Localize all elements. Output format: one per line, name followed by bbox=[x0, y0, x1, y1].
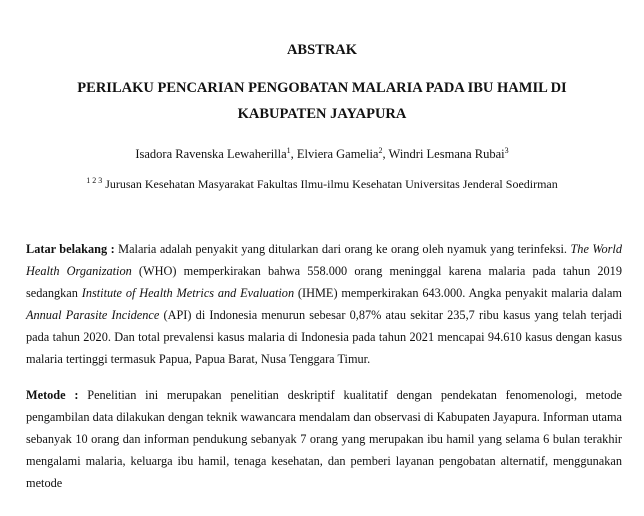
method-text: Penelitian ini merupakan penelitian deskriptif kualitatif dengan pendekatan fenomenologi, metode pengambilan data dilakukan dengan teknik wawancara mendalam dan observasi di Kabupaten Jayapura. Informan utama sebanyak 10 orang dan informan pendukung sebanyak 7 orang yang merupakan ibu hamil yang selama 6 bulan terakhir mengalami malaria, keluarga ibu hamil, tenaga kesehatan, dan pemberi layanan pengobatan alternatif, menggunakan metode bbox=[26, 388, 622, 490]
background-label: Latar belakang : bbox=[26, 242, 115, 256]
background-italic-2: Institute of Health Metrics and Evaluation bbox=[81, 286, 295, 300]
section-heading: ABSTRAK bbox=[286, 42, 358, 58]
affiliation-marks: 1 2 3 bbox=[86, 176, 103, 185]
background-text-3: (IHME) memperkirakan 643.000. Angka penyakit malaria dalam bbox=[294, 286, 622, 300]
background-paragraph bbox=[26, 238, 622, 370]
method-paragraph bbox=[26, 384, 622, 494]
author-name: Isadora Ravenska Lewaherilla bbox=[135, 147, 287, 161]
author-separator: , bbox=[382, 147, 389, 161]
author-name: Elviera Gamelia bbox=[296, 147, 379, 161]
paper-title-line-2: KABUPATEN JAYAPURA bbox=[237, 106, 407, 122]
background-italic-3: Annual Parasite Incidence bbox=[26, 308, 160, 322]
author-list bbox=[0, 147, 644, 162]
method-label: Metode : bbox=[26, 388, 79, 402]
background-text-1: Malaria adalah penyakit yang ditularkan dari orang ke orang oleh nyamuk yang terinfeksi. bbox=[114, 242, 571, 256]
author-separator: , bbox=[290, 147, 297, 161]
affiliation bbox=[0, 177, 644, 192]
author-affil-mark: 3 bbox=[504, 145, 509, 155]
author-affil-mark: 2 bbox=[378, 145, 383, 155]
affiliation-text: Jurusan Kesehatan Masyarakat Fakultas Ilmu-ilmu Kesehatan Universitas Jenderal Soedirman bbox=[102, 177, 558, 191]
background-text-2: (WHO) memperkirakan bahwa 558.000 orang meninggal karena malaria pada tahun 2019 sedangkan bbox=[26, 264, 622, 300]
paper-title-line-1: PERILAKU PENCARIAN PENGOBATAN MALARIA PADA IBU HAMIL DI bbox=[77, 80, 567, 96]
background-text-4: (API) di Indonesia menurun sebesar 0,87% atau sekitar 235,7 ribu kasus yang telah terjadi pada tahun 2020. Dan total prevalensi kasus malaria di Indonesia pada tahun 2021 mencapai 94.610 kasus dengan kasus malaria tertinggi termasuk Papua, Papua Barat, Nusa Tenggara Timur. bbox=[26, 308, 622, 366]
author-name: Windri Lesmana Rubai bbox=[388, 147, 505, 161]
author-affil-mark: 1 bbox=[286, 145, 291, 155]
background-italic-1: The World Health Organization bbox=[26, 242, 622, 278]
